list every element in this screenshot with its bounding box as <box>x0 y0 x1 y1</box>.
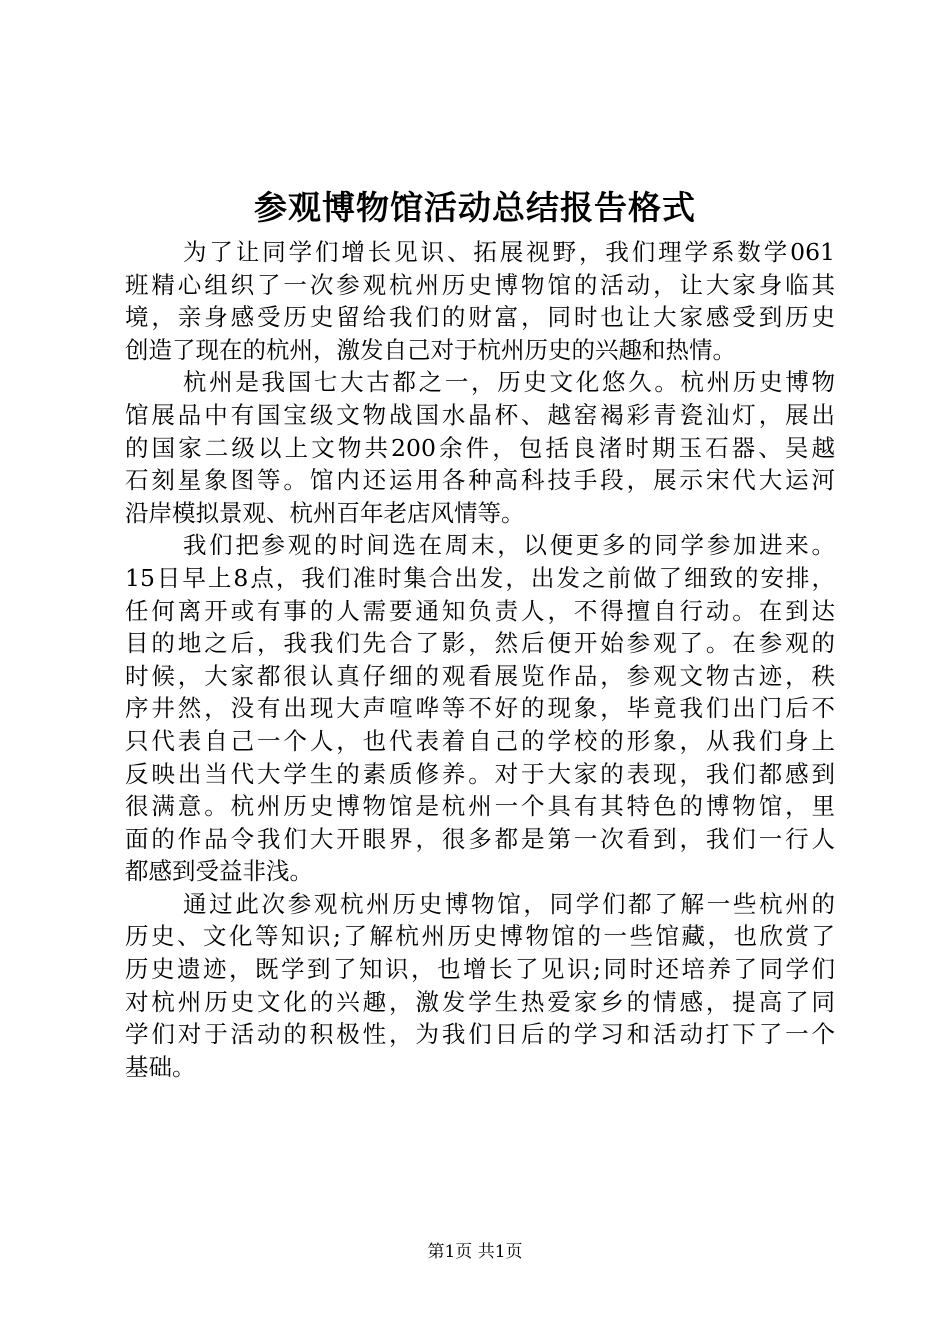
document-title: 参观博物馆活动总结报告格式 <box>254 188 696 227</box>
text-line: 很满意。杭州历史博物馆是杭州一个具有其特色的博物馆，里 <box>125 792 835 821</box>
text-line: 为了让同学们增长见识、拓展视野，我们理学系数学061 <box>183 238 835 266</box>
text-line: 对杭州历史文化的兴趣，激发学生热爱家乡的情感，提高了同 <box>125 987 835 1016</box>
text-line: 目的地之后，我我们先合了影，然后便开始参观了。在参观的 <box>125 629 835 658</box>
paragraph <box>125 888 835 1084</box>
text-line: 班精心组织了一次参观杭州历史博物馆的活动，让大家身临其 <box>125 270 835 299</box>
text-line: 通过此次参观杭州历史博物馆，同学们都了解一些杭州的 <box>183 889 835 918</box>
text-line: 学们对于活动的积极性，为我们日后的学习和活动打下了一个 <box>125 1020 835 1049</box>
paragraph <box>125 529 835 888</box>
text-line: 只代表自己一个人，也代表着自己的学校的形象，从我们身上 <box>125 726 835 755</box>
text-line: 序井然，没有出现大声喧哗等不好的现象，毕竟我们出门后不 <box>125 694 835 723</box>
document-body <box>125 236 835 1083</box>
text-line: 沿岸模拟景观、杭州百年老店风情等。 <box>125 498 525 527</box>
text-line: 创造了现在的杭州，激发自己对于杭州历史的兴趣和热情。 <box>125 335 736 364</box>
text-line: 馆展品中有国宝级文物战国水晶杯、越窑褐彩青瓷汕灯，展出 <box>125 400 835 429</box>
text-line: 任何离开或有事的人需要通知负责人，不得擅自行动。在到达 <box>125 596 835 625</box>
text-line: 都感到受益非浅。 <box>125 857 313 886</box>
text-line: 面的作品令我们大开眼界，很多都是第一次看到，我们一行人 <box>125 824 835 853</box>
text-line: 时候，大家都很认真仔细的观看展览作品，参观文物古迹，秩 <box>125 661 835 690</box>
text-line: 的国家二级以上文物共200余件，包括良渚时期玉石器、吴越 <box>125 433 835 462</box>
page-footer: 第1页 共1页 <box>427 1242 523 1262</box>
text-line: 境，亲身感受历史留给我们的财富，同时也让大家感受到历史 <box>125 303 835 332</box>
text-line: 历史遗迹，既学到了知识，也增长了见识;同时还培养了同学们 <box>125 955 835 984</box>
text-line: 石刻星象图等。馆内还运用各种高科技手段，展示宋代大运河 <box>125 466 835 495</box>
text-line: 基础。 <box>125 1052 196 1081</box>
paragraph <box>125 366 835 529</box>
text-line: 杭州是我国七大古都之一，历史文化悠久。杭州历史博物 <box>183 368 835 397</box>
text-line: 15日早上8点，我们准时集合出发，出发之前做了细致的安排， <box>125 563 835 592</box>
paragraph <box>125 236 835 366</box>
text-line: 我们把参观的时间选在周末，以便更多的同学参加进来。 <box>183 531 835 560</box>
text-line: 反映出当代大学生的素质修养。对于大家的表现，我们都感到 <box>125 759 835 788</box>
text-line: 历史、文化等知识;了解杭州历史博物馆的一些馆藏，也欣赏了 <box>125 922 835 951</box>
